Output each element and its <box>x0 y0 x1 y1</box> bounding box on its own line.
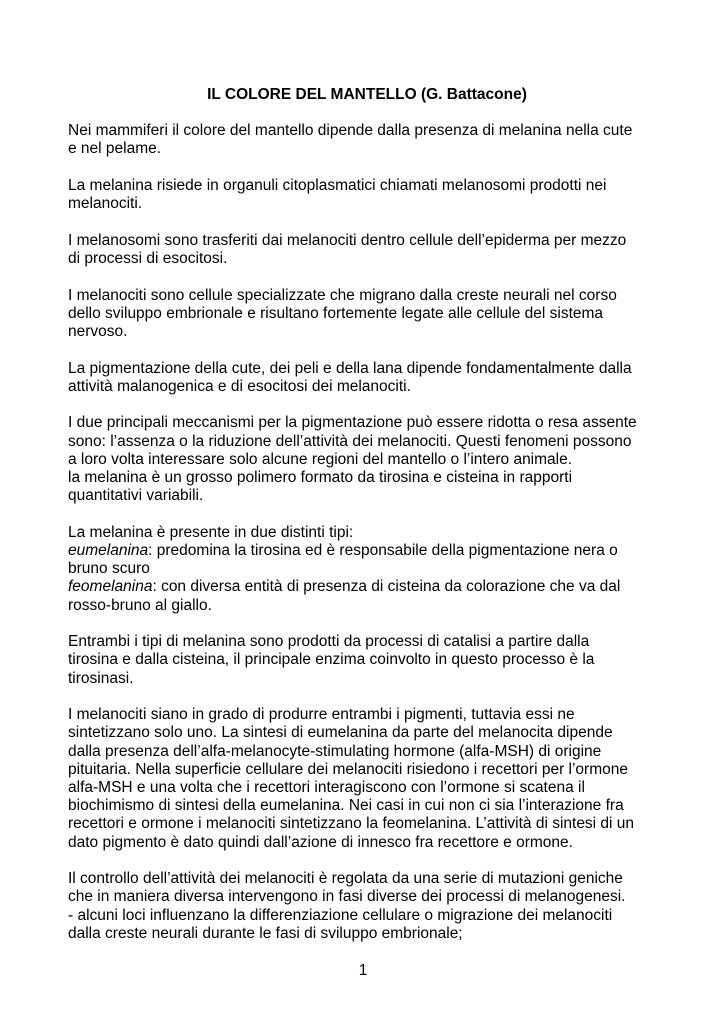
text-line: Entrambi i tipi di melanina sono prodotti da processi di catalisi a partire dalla <box>68 633 590 651</box>
document-body <box>68 86 658 961</box>
feomelanin-line <box>68 578 658 596</box>
text-line: Il controllo dell’attività dei melanociti è regolata da una serie di mutazioni geniche <box>68 870 623 888</box>
text-line: alfa-MSH e una volta che i recettori interagiscono con l’ormone si scatena il <box>68 779 585 797</box>
paragraph <box>68 633 658 688</box>
text-line: pituitaria. Nella superficie cellulare dei melanociti risiedono i recettori per l’ormone <box>68 760 628 778</box>
text-line: dato pigmento è dato quindi dall’azione di innesco fra recettore e ormone. <box>68 833 573 851</box>
text-line: sintetizzano solo uno. La sintesi di eumelanina da parte del melanocita dipende <box>68 724 613 742</box>
paragraph <box>68 232 658 268</box>
text-line: rosso-bruno al giallo. <box>68 596 212 614</box>
melanin-types-paragraph <box>68 524 658 615</box>
feomelanin-term: feomelanina <box>68 578 153 596</box>
text-line: dalla presenza dell’alfa-melanocyte-stimulating hormone (alfa-MSH) di origine <box>68 742 602 760</box>
text-line: La melanina è presente in due distinti tipi: <box>68 523 354 541</box>
text-line: nervoso. <box>68 323 128 340</box>
text-line: dalla creste neurali durante le fasi di sviluppo embrionale; <box>68 924 463 942</box>
text-line: attività malanogenica e di esocitosi dei melanociti. <box>68 377 411 395</box>
text-line: a loro volta interessare solo alcune regioni del mantello o l’intero animale. <box>68 450 573 468</box>
eumelanin-line <box>68 542 658 560</box>
feomelanin-description: : con diversa entità di presenza di cisteina da colorazione che va dal <box>152 578 621 596</box>
text-line: tirosinasi. <box>68 669 134 687</box>
text-line: La melanina risiede in organuli citoplasmatici chiamati melanosomi prodotti nei <box>68 177 607 194</box>
text-line: che in maniera diversa intervengono in fasi diverse dei processi di melanogenesi. <box>68 888 626 906</box>
text-line: la melanina è un grosso polimero formato da tirosina e cisteina in rapporti <box>68 469 573 486</box>
paragraph <box>68 870 658 943</box>
text-line: sono: l’assenza o la riduzione dell’attività dei melanociti. Questi fenomeni possono <box>68 432 632 450</box>
text-line: La pigmentazione della cute, dei peli e della lana dipende fondamentalmente dalla <box>68 359 632 377</box>
paragraph <box>68 287 658 342</box>
page-number: 1 <box>358 962 368 979</box>
text-line: I due principali meccanismi per la pigmentazione può essere ridotta o resa assente <box>68 414 637 432</box>
text-line: di processi di esocitosi. <box>68 250 228 267</box>
paragraph <box>68 122 658 158</box>
text-line: I melanosomi sono trasferiti dai melanociti dentro cellule dell’epiderma per mezzo <box>68 231 627 249</box>
text-line: biochimismo di sintesi della eumelanina. Nei casi in cui non ci sia l’interazione fra <box>68 797 624 815</box>
paragraph <box>68 706 658 852</box>
text-line: tirosina e dalla cisteina, il principale enzima coinvolto in questo processo è la <box>68 651 595 669</box>
text-line: melanociti. <box>68 195 143 213</box>
paragraph <box>68 360 658 396</box>
text-line: I melanociti sono cellule specializzate che migrano dalla creste neurali nel corso <box>68 286 617 304</box>
document-title: IL COLORE DEL MANTELLO (G. Battacone) <box>207 86 527 103</box>
text-line: dello sviluppo embrionale e risultano fortemente legate alle cellule del sistema <box>68 304 604 322</box>
text-line: recettori e ormone i melanociti sintetizzano la feomelanina. L’attività di sintesi di un <box>68 815 635 833</box>
eumelanin-term: eumelanina <box>68 542 149 559</box>
paragraph <box>68 414 658 505</box>
text-line: bruno scuro <box>68 560 150 578</box>
text-line: Nei mammiferi il colore del mantello dipende dalla presenza di melanina nella cute <box>68 122 633 140</box>
text-line: I melanociti siano in grado di produrre entrambi i pigmenti, tuttavia essi ne <box>68 706 575 724</box>
text-line: - alcuni loci influenzano la differenziazione cellulare o migrazione dei melanociti <box>68 906 613 924</box>
text-line: quantitativi variabili. <box>68 487 204 505</box>
text-line: e nel pelame. <box>68 140 162 158</box>
eumelanin-description: : predomina la tirosina ed è responsabile della pigmentazione nera o <box>148 542 618 559</box>
paragraph <box>68 177 658 213</box>
